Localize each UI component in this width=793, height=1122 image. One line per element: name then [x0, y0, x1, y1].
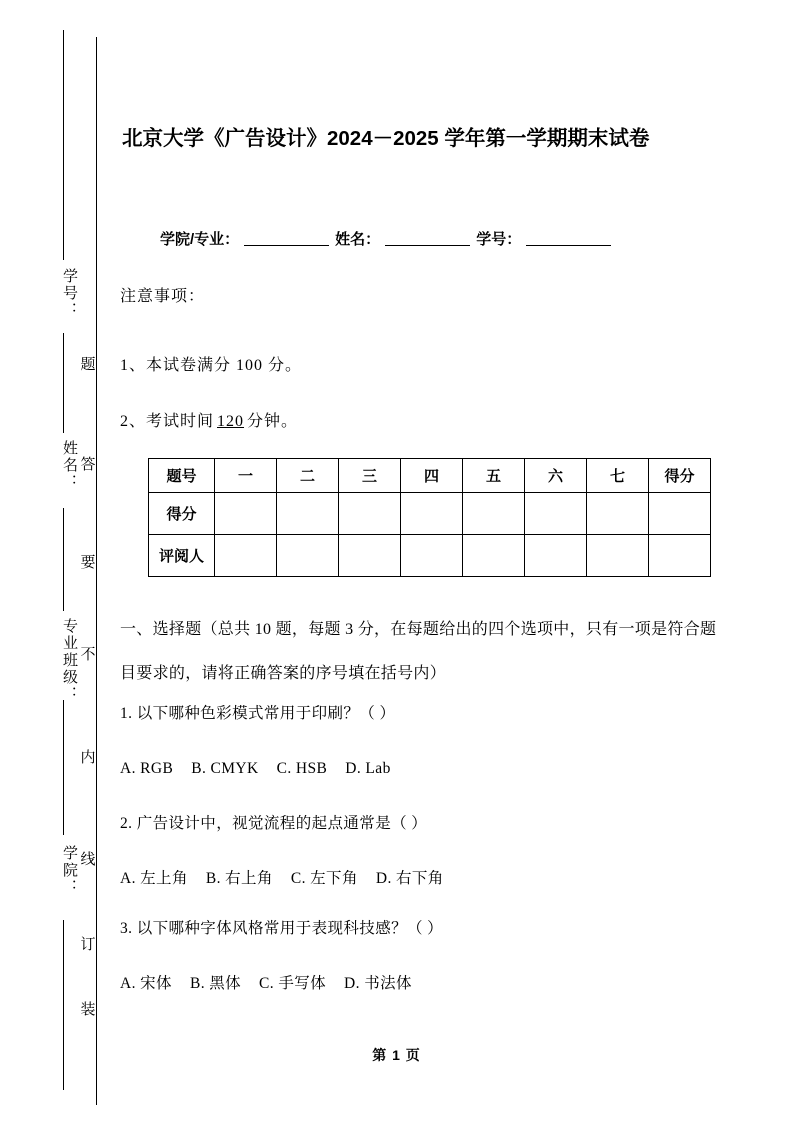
- student-info-line: [160, 228, 720, 249]
- notes-heading: 注意事项：: [120, 288, 206, 305]
- question-1: [120, 703, 720, 780]
- reviewer-cell[interactable]: [587, 535, 649, 577]
- question-options: [120, 973, 720, 995]
- score-cell[interactable]: [587, 493, 649, 535]
- margin-field-college: 学院：: [61, 845, 77, 896]
- margin-field-student-id: 学号：: [61, 268, 77, 319]
- page-footer: 第 1 页: [372, 1047, 421, 1063]
- reviewer-cell[interactable]: [277, 535, 339, 577]
- binding-outer-rule-segment: [63, 333, 64, 433]
- reviewer-cell[interactable]: [525, 535, 587, 577]
- table-row: [149, 493, 711, 535]
- note-item-1: 1、本试卷满分 100 分。: [120, 357, 303, 374]
- score-cell[interactable]: [649, 493, 711, 535]
- seal-char: 内: [80, 750, 96, 766]
- question-options: [120, 758, 720, 780]
- reviewer-cell[interactable]: [649, 535, 711, 577]
- table-header-cell: 四: [401, 459, 463, 493]
- question-stem: 1. 以下哪种色彩模式常用于印刷？（ ）: [120, 705, 396, 722]
- score-cell[interactable]: [525, 493, 587, 535]
- note-2-prefix: 2、考试时间: [120, 413, 215, 430]
- reviewer-cell[interactable]: [215, 535, 277, 577]
- option-c[interactable]: C. 手写体: [259, 975, 327, 992]
- option-b[interactable]: B. CMYK: [191, 760, 259, 777]
- option-d[interactable]: D. 书法体: [344, 975, 412, 992]
- reviewer-cell[interactable]: [339, 535, 401, 577]
- table-row: [149, 459, 711, 493]
- student-id-label: 学号：: [476, 231, 522, 248]
- table-header-cell: 得分: [649, 459, 711, 493]
- option-d[interactable]: D. Lab: [345, 760, 391, 777]
- question-stem: 2. 广告设计中，视觉流程的起点通常是（ ）: [120, 815, 428, 832]
- table-header-cell: 三: [339, 459, 401, 493]
- option-a[interactable]: A. 左上角: [120, 870, 188, 887]
- score-cell[interactable]: [215, 493, 277, 535]
- seal-char: 要: [80, 555, 96, 571]
- margin-field-class: 专业班级：: [61, 618, 77, 703]
- option-a[interactable]: A. 宋体: [120, 975, 172, 992]
- page-body: [120, 0, 720, 1122]
- table-header-cell: 一: [215, 459, 277, 493]
- score-cell[interactable]: [277, 493, 339, 535]
- table-header-cell: 题号: [149, 459, 215, 493]
- table-row: [149, 535, 711, 577]
- seal-char: 不: [80, 647, 96, 663]
- table-header-cell: 六: [525, 459, 587, 493]
- question-options: [120, 868, 720, 890]
- table-header-cell: 二: [277, 459, 339, 493]
- department-input[interactable]: [244, 231, 329, 246]
- score-cell[interactable]: [339, 493, 401, 535]
- seal-char: 线: [80, 852, 96, 868]
- department-label: 学院/专业：: [160, 231, 240, 248]
- score-cell[interactable]: [401, 493, 463, 535]
- binding-margin: [0, 0, 110, 1122]
- seal-char: 订: [80, 937, 96, 953]
- table-row-label: 得分: [149, 493, 215, 535]
- binding-outer-rule-segment: [63, 30, 64, 260]
- table-row-label: 评阅人: [149, 535, 215, 577]
- question-3: [120, 918, 720, 995]
- section-intro: 一、选择题（总共 10 题，每题 3 分，在每题给出的四个选项中，只有一项是符合题目要求的，请将正确答案的序号填在括号内）: [120, 621, 717, 682]
- name-label: 姓名：: [335, 231, 381, 248]
- note-item-2: [120, 408, 298, 431]
- option-c[interactable]: C. 左下角: [290, 870, 358, 887]
- margin-field-name: 姓名：: [61, 440, 77, 491]
- option-d[interactable]: D. 右下角: [375, 870, 444, 887]
- option-b[interactable]: B. 右上角: [205, 870, 273, 887]
- exam-duration-value: 120: [217, 413, 245, 430]
- seal-char: 答: [80, 457, 96, 473]
- name-input[interactable]: [385, 231, 470, 246]
- option-c[interactable]: C. HSB: [276, 760, 328, 777]
- option-b[interactable]: B. 黑体: [189, 975, 242, 992]
- score-table: [148, 458, 711, 577]
- reviewer-cell[interactable]: [463, 535, 525, 577]
- table-header-cell: 七: [587, 459, 649, 493]
- option-a[interactable]: A. RGB: [120, 760, 174, 777]
- binding-outer-rule-segment: [63, 508, 64, 611]
- reviewer-cell[interactable]: [401, 535, 463, 577]
- question-stem: 3. 以下哪种字体风格常用于表现科技感？（ ）: [120, 920, 444, 937]
- seal-char: 装: [80, 1002, 96, 1018]
- page-title: 北京大学《广告设计》2024－2025 学年第一学期期末试卷: [122, 127, 650, 150]
- question-2: [120, 813, 720, 890]
- score-cell[interactable]: [463, 493, 525, 535]
- seal-char: 题: [80, 357, 96, 373]
- binding-outer-rule-segment: [63, 700, 64, 835]
- student-id-input[interactable]: [526, 231, 611, 246]
- note-2-suffix: 分钟。: [247, 413, 299, 430]
- table-header-cell: 五: [463, 459, 525, 493]
